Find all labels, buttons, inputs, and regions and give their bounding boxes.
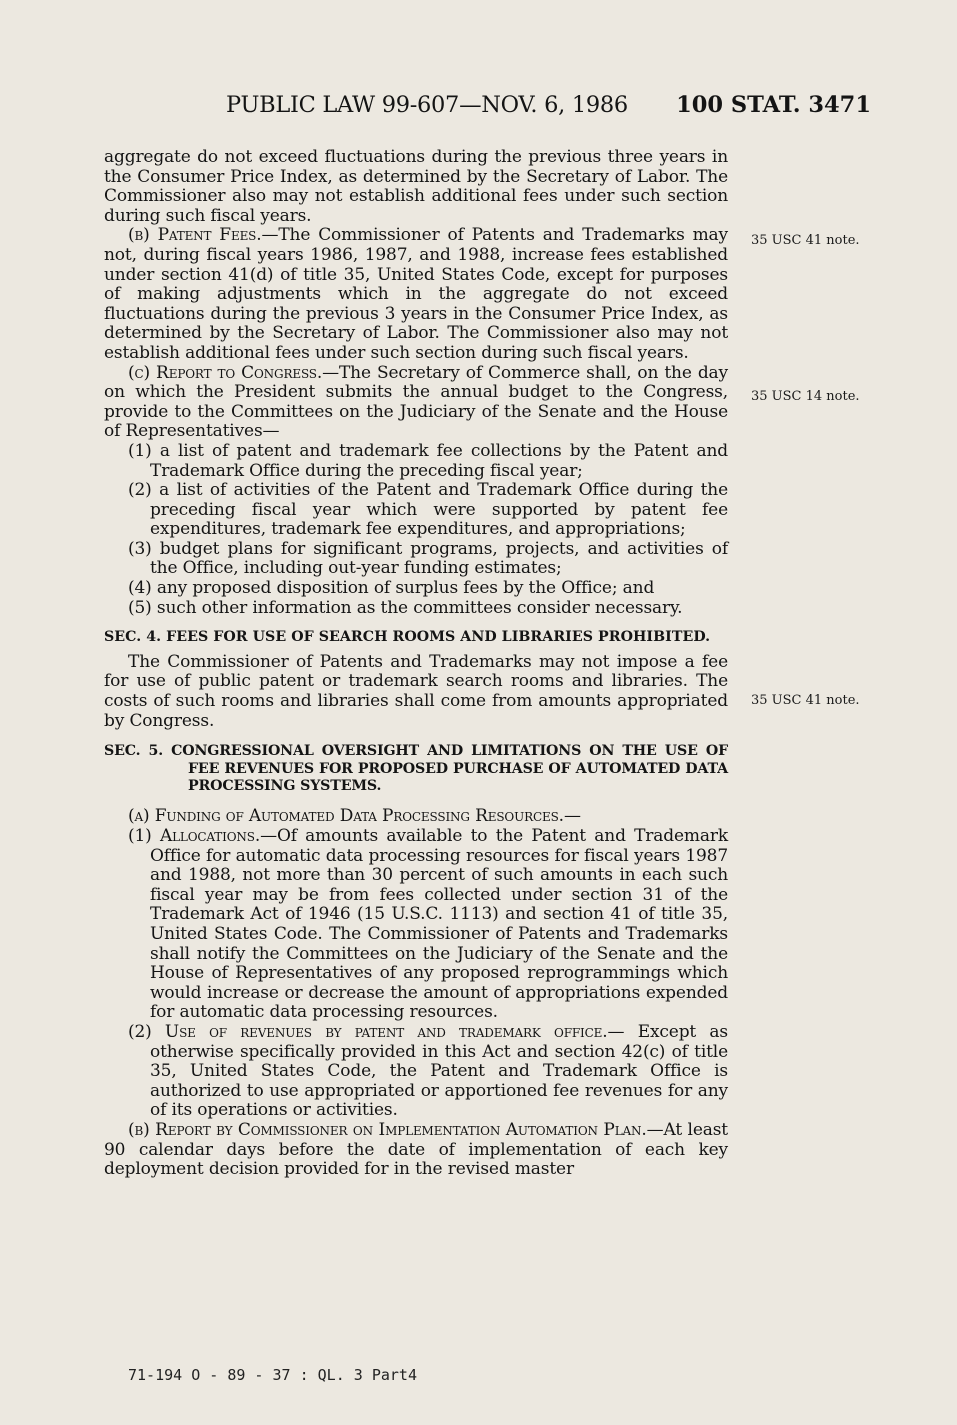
subsection-heading: (b) Report by Commissioner on Implementation Automation Plan. [128,1119,647,1140]
body-text [104,148,728,1180]
clause-heading: (2) Use of revenues by patent and trademark office. [128,1021,608,1042]
clause-4: (4) any proposed disposition of surplus fees by the Office; and [128,578,655,599]
print-footer: 71-194 O - 89 - 37 : QL. 3 Part4 [128,1366,417,1384]
paragraph-text: —Of amounts available to the Patent and Trademark Office for automatic data processing resources for fiscal years 1987 and 1988, not more than 30 percent of such amounts in each such fiscal year may be from fees collected under section 31 of the Trademark Act of 1946 (15 U.S.C. 1113) and section 41 of title 35, United States Code. The Commissioner of Patents and Trademarks shall notify the Committees on the Judiciary of the Senate and the House of Representatives of any proposed reprogrammings which would increase or decrease the amount of appropriations expended for automatic data processing resources. [150,826,728,1023]
clause-heading: (1) Allocations. [128,826,261,847]
paragraph-text: — [607,1021,625,1042]
clause-1: (1) a list of patent and trademark fee collections by the Patent and Trademark Office during the preceding fiscal year; [128,440,728,481]
paragraph-report-to-congress [104,364,728,442]
margin-note-sec4: 35 USC 41 note. [751,693,860,708]
paragraph-text: Except as otherwise specifically provided in this Act and section 42(c) of title 35, United States Code, the Patent and Trademark Office is authorized to use appropriated or apportioned fee revenues for any of its operations or activities. [150,1021,728,1121]
subsection-heading: (c) Report to Congress. [128,362,323,383]
paragraph-text: — [563,806,581,827]
margin-note-b: 35 USC 41 note. [751,233,860,248]
section-5-heading: SEC. 5. CONGRESSIONAL OVERSIGHT AND LIMITATIONS ON THE USE OF FEE REVENUES FOR PROPOSED PURCHASE OF AUTOMATED DATA PROCESSING SYSTEMS. [104,743,728,795]
subsection-heading: (a) Funding of Automated Data Processing Resources. [128,806,564,827]
clause-a2 [104,1023,728,1121]
clause-3: (3) budget plans for significant programs, projects, and activities of the Office, including out-year funding estimates; [128,538,728,579]
paragraph-patent-fees [104,226,728,363]
paragraph-text: —The Secretary of Commerce shall, on the day on which the President submits the annual budget to the Congress, provide to the Committees on the Judiciary of the Senate and the House of Representatives— [104,362,728,442]
paragraph-continuation: aggregate do not exceed fluctuations during the previous three years in the Consumer Price Index, as determined by the Secretary of Labor. The Commissioner also may not establish additional fees under such section during such fiscal years. [104,147,728,226]
paragraph-text: —At least 90 calendar days before the date of implementation of each key deployment decision provided for in the revised master [104,1119,728,1180]
section-4-heading: SEC. 4. FEES FOR USE OF SEARCH ROOMS AND LIBRARIES PROHIBITED. [104,629,711,646]
clause-a1 [104,827,728,1023]
running-header-stat: 100 STAT. 3471 [676,92,871,118]
margin-note-c: 35 USC 14 note. [751,389,860,404]
paragraph-text: —The Commissioner of Patents and Trademarks may not, during fiscal years 1986, 1987, and 1988, increase fees established under section 41(d) of title 35, United States Code, except for purposes of making adjustments which in the aggregate do not exceed fluctuations during the previous 3 years in the Consumer Price Index, as determined by the Secretary of Labor. The Commissioner also may not establish additional fees under such section during such fiscal years. [104,225,728,363]
clause-2: (2) a list of activities of the Patent and Trademark Office during the preceding fiscal year which were supported by patent fee expenditures, trademark fee expenditures, and appropriations; [128,480,728,540]
subsection-b [104,1121,728,1180]
subsection-a-heading [104,807,728,827]
running-header-law: PUBLIC LAW 99-607—NOV. 6, 1986 [226,92,628,118]
section-4-text: The Commissioner of Patents and Trademarks may not impose a fee for use of public patent or trademark search rooms and libraries. The costs of such rooms and libraries shall come from amounts appropriated by Congress. [104,651,728,731]
subsection-heading: (b) Patent Fees. [128,225,262,246]
clause-5: (5) such other information as the committees consider necessary. [128,597,683,618]
